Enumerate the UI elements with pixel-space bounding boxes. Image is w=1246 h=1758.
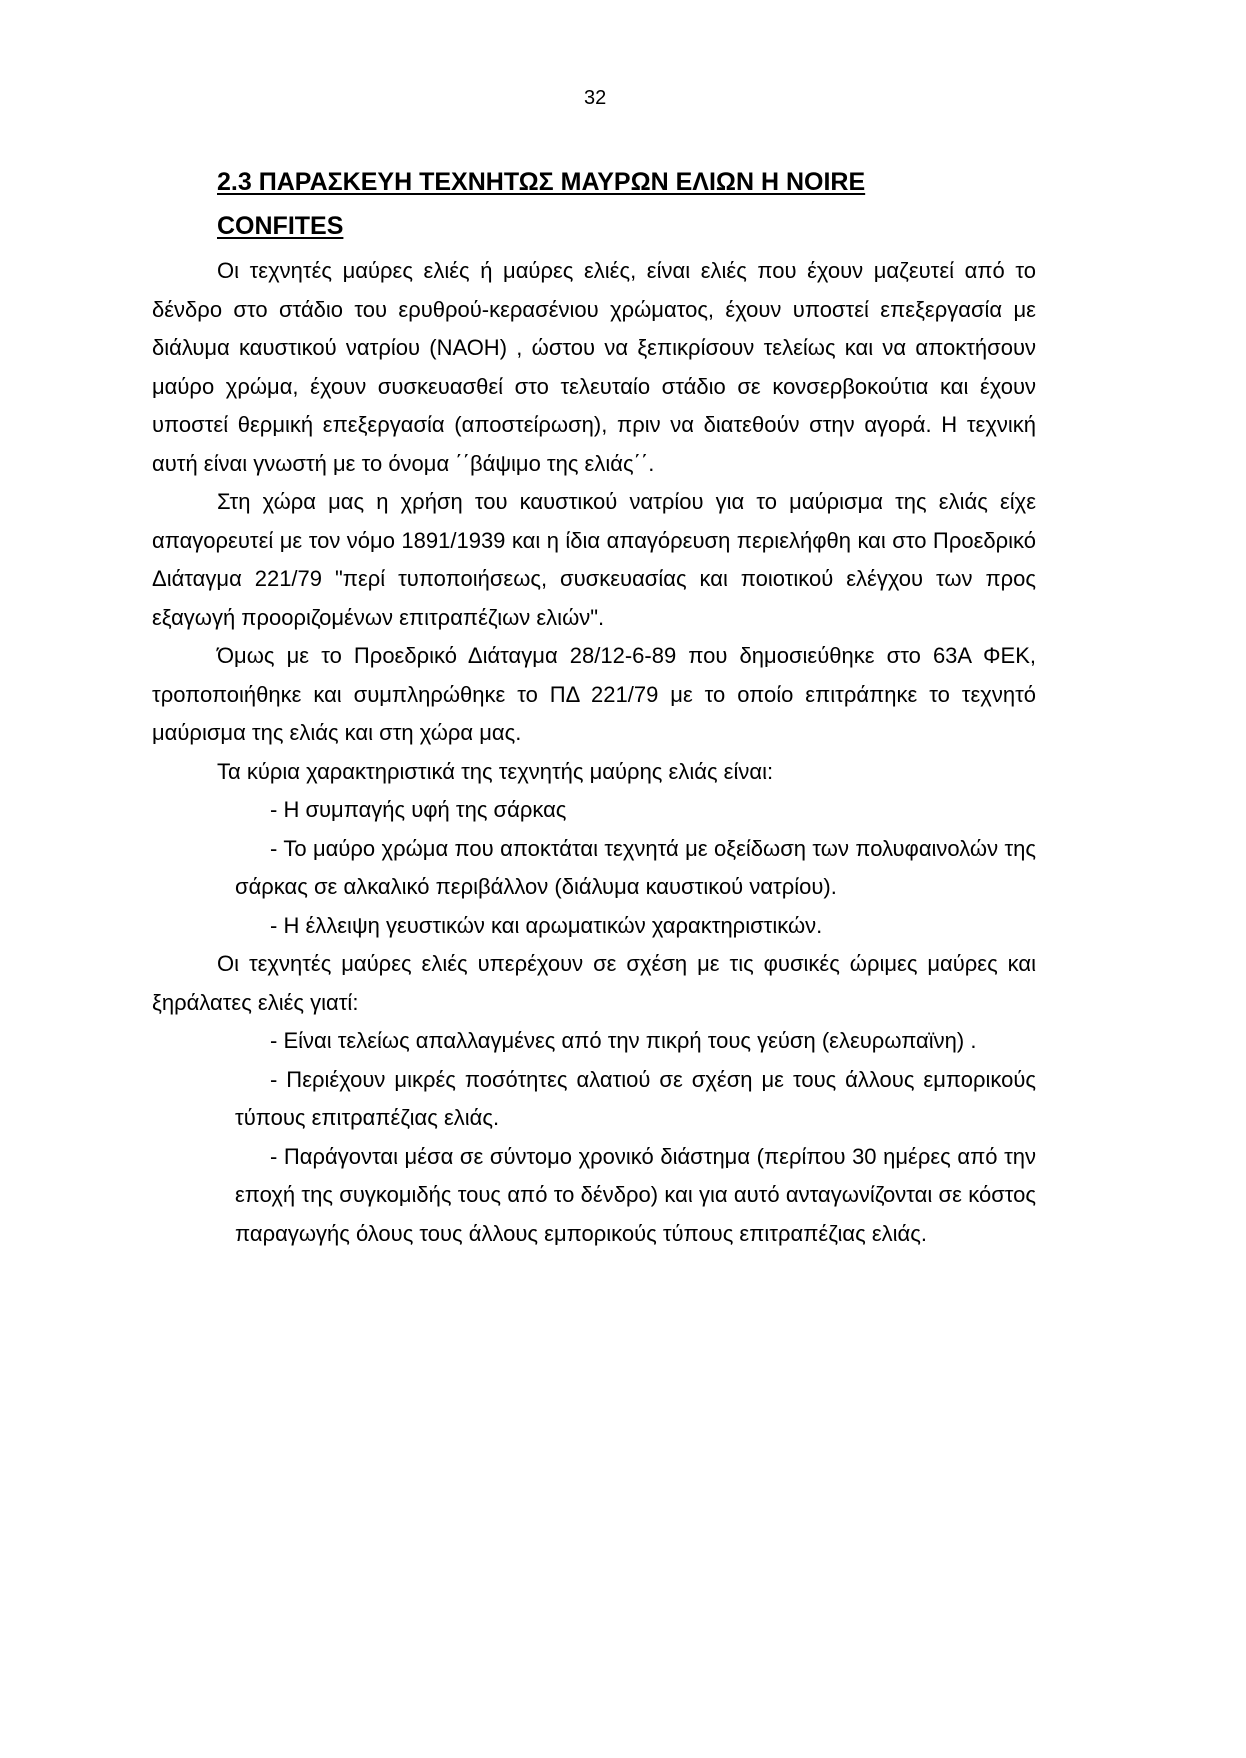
paragraph-amendment: Όμως με το Προεδρικό Διάταγμα 28/12-6-89 που δημοσιεύθηκε στο 63Α ΦΕΚ, τροποποιήθηκε και συμπληρώθηκε το ΠΔ 221/79 με το οποίο επιτράπηκε το τεχνητό μαύρισμα της ελιάς και στη χώρα μας. bbox=[152, 643, 1036, 745]
paragraph-legislation: Στη χώρα μας η χρήση του καυστικού νατρίου για το μαύρισμα της ελιάς είχε απαγορευτεί με τον νόμο 1891/1939 και η ίδια απαγόρευση περιελήφθη και στο Προεδρικό Διάταγμα 221/79 "περί τυποποιήσεως, συσκευασίας και ποιοτικού ελέγχου των προς εξαγωγή προοριζομένων επιτραπέζιων ελιών". bbox=[152, 489, 1036, 630]
characteristic-item-color: - Το μαύρο χρώμα που αποκτάται τεχνητά με οξείδωση των πολυφαινολών της σάρκας σε αλκαλικό περιβάλλον (διάλυμα καυστικού νατρίου). bbox=[235, 835, 1036, 899]
paragraph-advantages-intro: Οι τεχνητές μαύρες ελιές υπερέχουν σε σχέση με τις φυσικές ώριμες μαύρες και ξηράλατες ελιές γιατί: bbox=[152, 951, 1036, 1015]
section-heading-line-2: CONFITES bbox=[217, 212, 344, 240]
page-number: 32 bbox=[584, 87, 607, 109]
advantage-item-bitterness: - Είναι τελείως απαλλαγμένες από την πικρή τους γεύση (ελευρωπαϊνη) . bbox=[270, 1028, 977, 1053]
paragraph-characteristics-intro: Τα κύρια χαρακτηριστικά της τεχνητής μαύρης ελιάς είναι: bbox=[217, 758, 774, 784]
section-heading bbox=[217, 160, 1047, 248]
characteristic-item-flavor: - Η έλλειψη γευστικών και αρωματικών χαρακτηριστικών. bbox=[270, 912, 823, 938]
paragraph-definition: Οι τεχνητές μαύρες ελιές ή μαύρες ελιές, είναι ελιές που έχουν μαζευτεί από το δένδρο στο στάδιο του ερυθρού-κερασένιου χρώματος, έχουν υποστεί επεξεργασία με διάλυμα καυστικού νατρίου (ΝΑΟΗ) , ώστου να ξεπικρίσουν τελείως και να αποκτήσουν μαύρο χρώμα, έχουν συσκευασθεί στο τελευταίο στάδιο σε κονσερβοκούτια και έχουν υποστεί θερμική επεξεργασία (αποστείρωση), πριν να διατεθούν στην αγορά. Η τεχνική αυτή είναι γνωστή με το όνομα ΄΄βάψιμο της ελιάς΄΄. bbox=[152, 258, 1036, 476]
body-text bbox=[152, 252, 1036, 1253]
advantage-item-production-time: - Παράγονται μέσα σε σύντομο χρονικό διάστημα (περίπου 30 ημέρες από την εποχή της συγκομιδής τους από το δένδρο) και για αυτό ανταγωνίζονται σε κόστος παραγωγής όλους τους άλλους εμπορικούς τύπους επιτραπέζιας ελιάς. bbox=[235, 1143, 1036, 1246]
advantage-item-salt: - Περιέχουν μικρές ποσότητες αλατιού σε σχέση με τους άλλους εμπορικούς τύπους επιτραπέζιας ελιάς. bbox=[235, 1066, 1036, 1130]
section-heading-line-1: 2.3 ΠΑΡΑΣΚΕΥΗ ΤΕΧΝΗΤΩΣ ΜΑΥΡΩΝ ΕΛΙΩΝ Η NOIRE bbox=[217, 168, 866, 196]
characteristic-item-texture: - Η συμπαγής υφή της σάρκας bbox=[270, 797, 567, 822]
